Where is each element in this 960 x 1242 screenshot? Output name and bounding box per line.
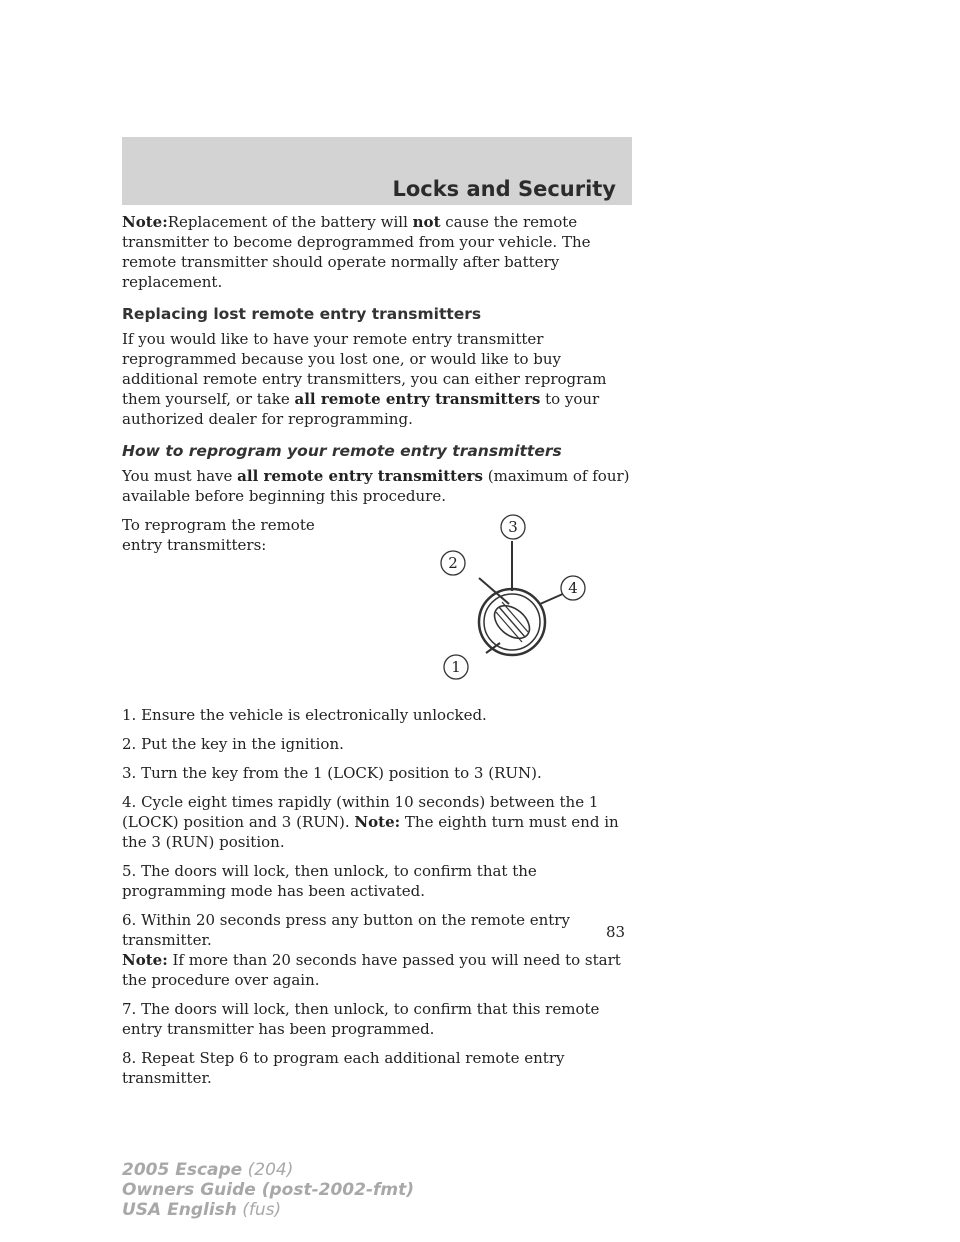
footer bbox=[122, 1160, 414, 1220]
heading-replacing-lost: Replacing lost remote entry transmitters bbox=[122, 305, 482, 323]
step-4-note-label: Note: bbox=[354, 813, 401, 831]
step-6 bbox=[122, 910, 632, 990]
requirement-emphasis: all remote entry transmitters bbox=[237, 467, 483, 485]
ignition-diagram bbox=[422, 507, 622, 707]
footer-line-3 bbox=[122, 1200, 414, 1220]
position-label-4: 4 bbox=[568, 579, 578, 597]
position-label-1: 1 bbox=[451, 658, 461, 676]
requirement-paragraph bbox=[122, 466, 632, 506]
position-label-3: 3 bbox=[508, 518, 518, 536]
page-content bbox=[122, 212, 632, 1097]
step-4-text: 4. Cycle eight times rapidly (within 10 seconds) between the 1 (LOCK) position and 3 (RUN). bbox=[122, 793, 599, 831]
lead-row bbox=[122, 515, 632, 705]
requirement-text: You must have bbox=[122, 467, 238, 485]
note-label: Note: bbox=[122, 213, 168, 231]
page-number: 83 bbox=[606, 923, 626, 941]
replacing-text: If you would like to have your remote entry transmitter reprogrammed because you lost one, or would like to buy additional remote entry transmitters, you can either reprogram them yourself, or take bbox=[122, 330, 607, 408]
step-1: 1. Ensure the vehicle is electronically unlocked. bbox=[122, 706, 487, 724]
step-8: 8. Repeat Step 6 to program each additional remote entry transmitter. bbox=[122, 1049, 565, 1087]
step-6-text: 6. Within 20 seconds press any button on the remote entry transmitter. bbox=[122, 911, 570, 949]
header-band bbox=[122, 137, 632, 205]
footer-model-code: (204) bbox=[242, 1160, 294, 1180]
step-2: 2. Put the key in the ignition. bbox=[122, 735, 344, 753]
step-3: 3. Turn the key from the 1 (LOCK) position to 3 (RUN). bbox=[122, 764, 542, 782]
footer-line-1 bbox=[122, 1160, 414, 1180]
replacing-paragraph bbox=[122, 329, 632, 429]
battery-note bbox=[122, 212, 632, 292]
footer-model: 2005 Escape bbox=[122, 1160, 243, 1180]
note-text-2: cause the remote transmitter to become deprogrammed from your vehicle. The remote transmitter should operate normally after battery replacement. bbox=[122, 213, 591, 291]
replacing-text-2: to your authorized dealer for reprogramming. bbox=[122, 390, 600, 428]
step-6-note-label: Note: bbox=[122, 951, 168, 969]
section-title: Locks and Security bbox=[392, 177, 616, 201]
replacing-emphasis: all remote entry transmitters bbox=[294, 390, 541, 408]
note-text: Replacement of the battery will bbox=[167, 213, 413, 231]
footer-guide: Owners Guide (post-2002-fmt) bbox=[122, 1180, 415, 1200]
procedure-lead: To reprogram the remote entry transmitters: bbox=[122, 516, 315, 554]
step-7: 7. The doors will lock, then unlock, to confirm that this remote entry transmitter has been programmed. bbox=[122, 1000, 600, 1038]
footer-line-2 bbox=[122, 1180, 414, 1200]
footer-language-code: (fus) bbox=[236, 1200, 282, 1220]
footer-language: USA English bbox=[122, 1200, 237, 1220]
requirement-text-2: (maximum of four) available before beginning this procedure. bbox=[122, 467, 630, 505]
heading-how-to-reprogram: How to reprogram your remote entry transmitters bbox=[122, 442, 562, 460]
step-6-note-text: If more than 20 seconds have passed you will need to start the procedure over again. bbox=[122, 951, 621, 989]
step-4-note-text: The eighth turn must end in the 3 (RUN) position. bbox=[122, 813, 619, 851]
position-label-2: 2 bbox=[448, 554, 458, 572]
step-4 bbox=[122, 792, 632, 852]
step-5: 5. The doors will lock, then unlock, to confirm that the programming mode has been activated. bbox=[122, 862, 537, 900]
note-emphasis: not bbox=[412, 213, 441, 231]
